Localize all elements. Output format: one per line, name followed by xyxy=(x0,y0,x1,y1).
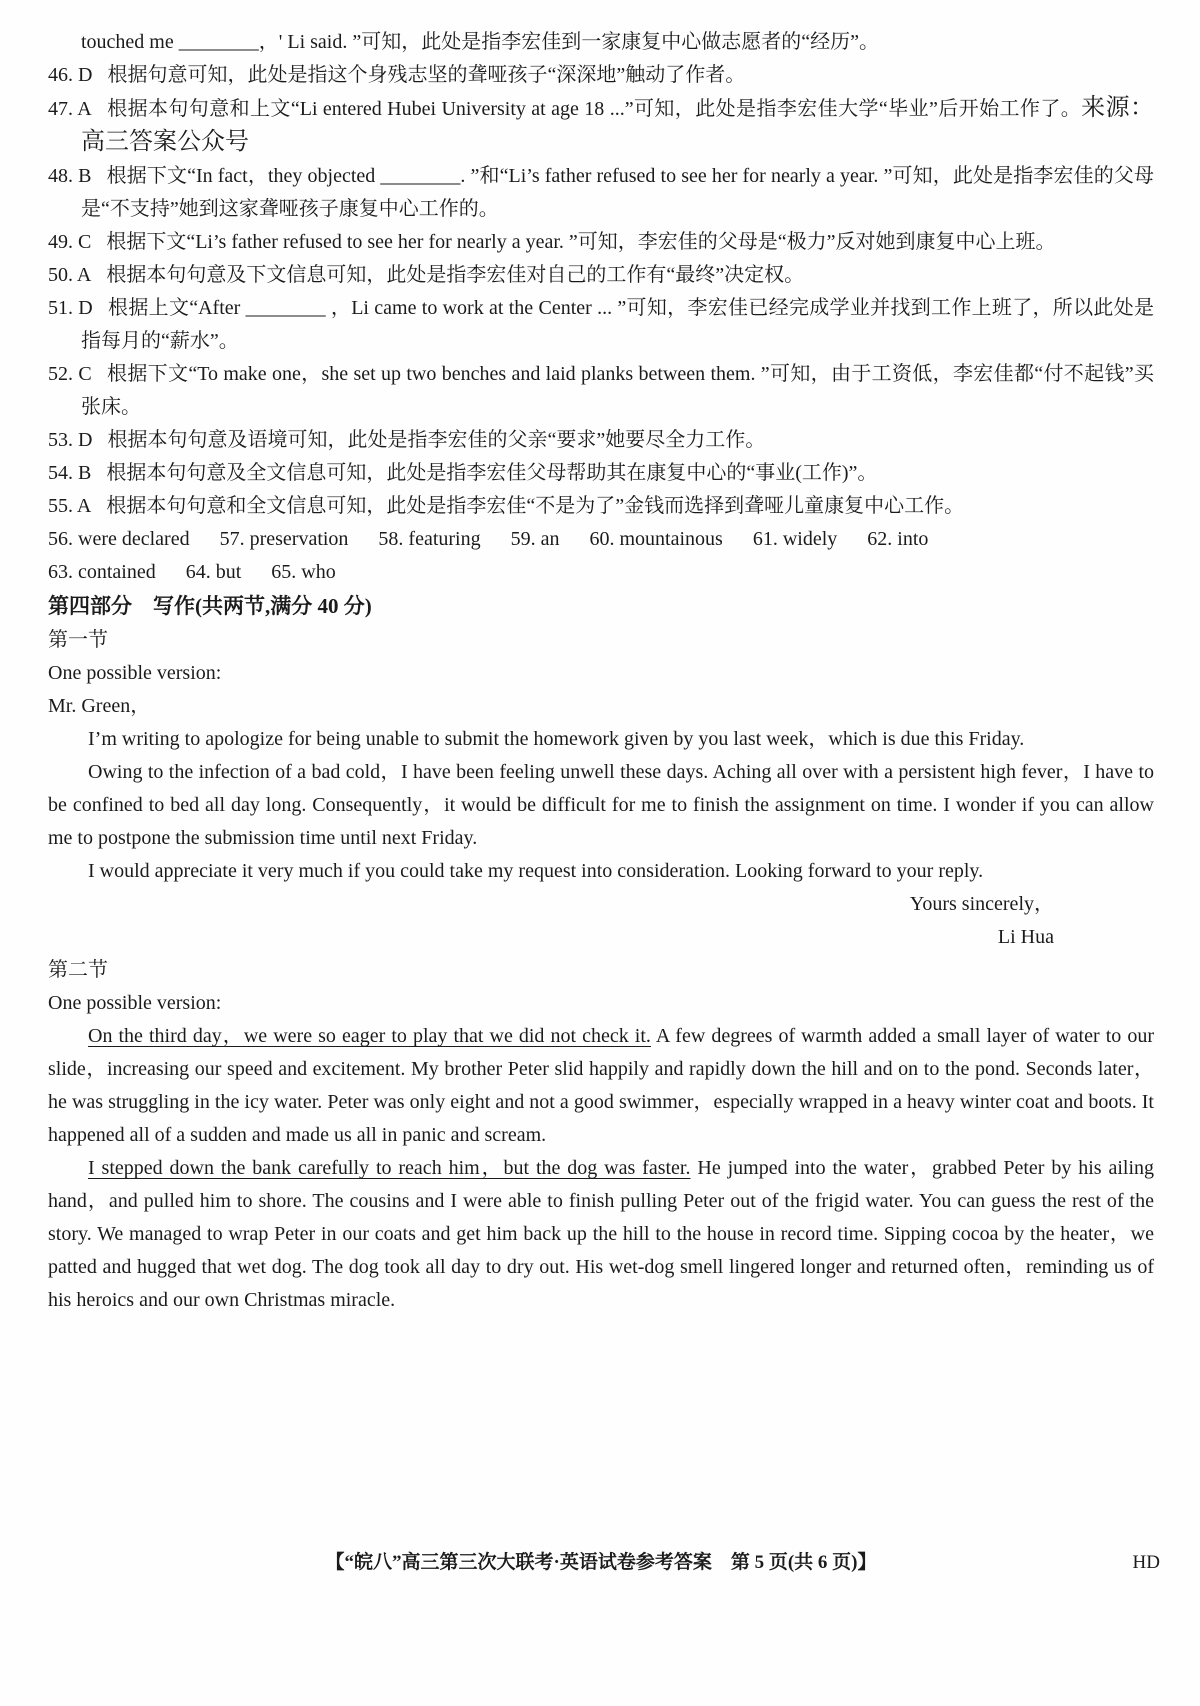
source-note: 来源：高三答案公众号 xyxy=(81,95,1154,155)
answer-explanation: 根据本句句意和上文“Li entered Hubei University at age 18 ...”可知，此处是指李宏佳大学“毕业”后开始工作了。 xyxy=(106,98,1082,120)
answer-explanation: 根据本句句意及语境可知，此处是指李宏佳的父亲“要求”她要尽全力工作。 xyxy=(107,429,766,451)
answer-explanation: 根据下文“In fact，they objected ________. ”和“Li’s father refused to see her for nearly a year. ”可知，此处是指李宏佳的父母是“不支持”她到这家聋哑孩子康复中心工作的。 xyxy=(81,165,1154,220)
underlined-sentence-2: I stepped down the bank carefully to reach him，but the dog was faster. xyxy=(88,1157,691,1179)
answer-number: 52. C xyxy=(48,363,92,385)
essay-paragraph-2-text: He jumped into the water，grabbed Peter by his ailing hand，and pulled him to shore. The cousins and I were able to finish pulling Peter out of the frigid water. You can guess the rest of the story. We managed to wrap Peter in our coats and get him back up the hill to the house in record time. Sipping cocoa by the heater，we patted and hugged that wet dog. The dog took all day to dry out. His wet-dog smell lingered longer and returned often，reminding us of his heroics and our own Christmas miracle. xyxy=(48,1157,1155,1311)
essay-paragraph-2 xyxy=(48,1152,1154,1317)
answer-number: 47. A xyxy=(48,98,92,120)
footer-title: 【“皖八”高三第三次大联考·英语试卷参考答案 第 5 页(共 6 页)】 xyxy=(325,1552,877,1573)
answer-explanation: 根据本句句意及全文信息可知，此处是指李宏佳父母帮助其在康复中心的“事业(工作)”。 xyxy=(106,462,878,484)
answer-item-52 xyxy=(48,358,1154,424)
footer-code: HD xyxy=(1132,1552,1160,1573)
answer-number: 46. D xyxy=(48,64,93,86)
fill-answers-row-2: 63. contained 64. but 65. who xyxy=(48,561,336,583)
answer-item-53 xyxy=(48,424,1154,457)
fill-answers-row-1: 56. were declared 57. preservation 58. featuring 59. an 60. mountainous 61. widely 62. into xyxy=(48,528,929,550)
answer-number: 48. B xyxy=(48,165,92,187)
answer-item-48 xyxy=(48,160,1154,226)
answer-number: 49. C xyxy=(48,231,92,253)
answer-item-46 xyxy=(48,59,1154,92)
answer-explanation: 根据本句句意和全文信息可知，此处是指李宏佳“不是为了”金钱而选择到聋哑儿童康复中心工作。 xyxy=(106,495,965,517)
answer-number: 55. A xyxy=(48,495,92,517)
answer-number: 54. B xyxy=(48,462,92,484)
answer-number: 51. D xyxy=(48,297,93,319)
answer-item-51 xyxy=(48,292,1154,358)
answer-item-50 xyxy=(48,259,1154,292)
essay-paragraph-1 xyxy=(48,1020,1154,1152)
letter-paragraph-2: Owing to the infection of a bad cold，I have been feeling unwell these days. Aching all over with a persistent high fever，I have to be confined to bed all day long. Consequently，it would be difficult for me to finish the assignment on time. I wonder if you can allow me to postpone the submission time until next Friday. xyxy=(48,761,1154,849)
essay-paragraph-1-text: A few degrees of warmth added a small layer of water to our slide，increasing our speed and excitement. My brother Peter slid happily and rapidly down the hill and on to the pond. Seconds later，he was struggling in the icy water. Peter was only eight and not a good swimmer，especially wrapped in a heavy winter coat and boots. It happened all of a sudden and made us all in panic and scream. xyxy=(48,1025,1154,1146)
letter-paragraph-1: I’m writing to apologize for being unable to submit the homework given by you last week，which is due this Friday. xyxy=(88,728,1025,750)
letter-closing: Yours sincerely， xyxy=(909,893,1054,915)
answer-item-49 xyxy=(48,226,1154,259)
version-label-1: One possible version: xyxy=(48,662,222,684)
answer-explanation: 根据下文“Li’s father refused to see her for nearly a year. ”可知，李宏佳的父母是“极力”反对她到康复中心上班。 xyxy=(106,231,1056,253)
answer-explanation: 根据上文“After ________ ，Li came to work at the Center ... ”可知，李宏佳已经完成学业并找到工作上班了，所以此处是指每月的“薪水”。 xyxy=(81,297,1154,352)
letter-signature: Li Hua xyxy=(997,926,1054,948)
answer-45-continuation: touched me ________，' Li said. ”可知，此处是指李宏佳到一家康复中心做志愿者的“经历”。 xyxy=(81,31,879,53)
answer-number: 50. A xyxy=(48,264,92,286)
answer-explanation: 根据本句句意及下文信息可知，此处是指李宏佳对自己的工作有“最终”决定权。 xyxy=(106,264,805,286)
underlined-sentence-1: On the third day，we were so eager to play that we did not check it. xyxy=(88,1025,651,1047)
letter-salutation: Mr. Green， xyxy=(48,695,151,717)
answer-explanation: 根据句意可知，此处是指这个身残志坚的聋哑孩子“深深地”触动了作者。 xyxy=(107,64,746,86)
part1-label: 第一节 xyxy=(48,629,108,651)
page-footer xyxy=(48,1550,1160,1576)
version-label-2: One possible version: xyxy=(48,992,222,1014)
part2-label: 第二节 xyxy=(48,959,108,981)
answer-number: 53. D xyxy=(48,429,93,451)
letter-paragraph-3: I would appreciate it very much if you could take my request into consideration. Looking forward to your reply. xyxy=(88,860,984,882)
section4-heading: 第四部分 写作(共两节,满分 40 分) xyxy=(48,594,372,618)
answer-explanation: 根据下文“To make one，she set up two benches and laid planks between them. ”可知，由于工资低，李宏佳都“付不起钱”买张床。 xyxy=(81,363,1154,418)
answer-item-55 xyxy=(48,490,1154,523)
answer-item-47 xyxy=(48,92,1154,160)
answer-item-54 xyxy=(48,457,1154,490)
